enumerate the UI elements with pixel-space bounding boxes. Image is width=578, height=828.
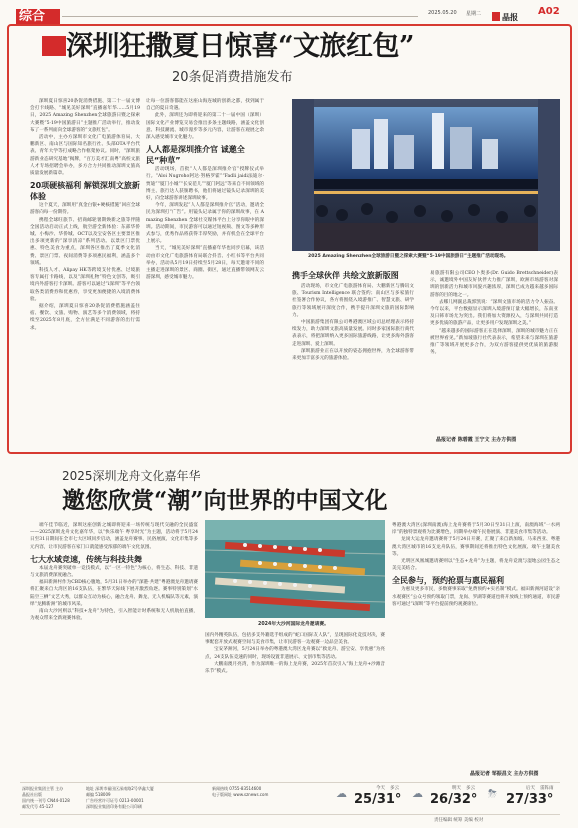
article1-p4: 携程全球旺旅节、招商邮轮暑期焕新之旅等伴随全国活动启动正式上线，航空游全新体验：东部华侨城、小梅沙、华侨城、OCT以及宝安各区主要景区推出多项更新的“深享清凉”系列活动。以景区门票优惠、特色美食为重点，深圳各区推出了夏季文化消费、景区门票、夜间消费等多项惠民福利，涵盖多个领域。 <box>30 217 140 266</box>
cloud-icon: ☁ <box>336 787 347 800</box>
weather-label: 多云 <box>466 786 475 791</box>
article1-title: 深圳狂撒夏日惊喜“文旅红包” <box>66 31 415 62</box>
newspaper-logo <box>492 7 528 22</box>
weather-temp: 25/31° <box>354 792 402 807</box>
footer-bottom-rule <box>20 814 560 815</box>
logo-icon <box>492 11 528 22</box>
storm-icon: ⛈ <box>488 787 497 800</box>
article2-subhead-1: 七大水域竞速，传统与科技共舞 <box>30 554 142 564</box>
article1-col3-p2: 中国旅游集团有限公司粤港澳区域公司总经理表示将持续发力，助力深圳文旅高质量发展。同时多家国际旅行商代表表示，将把深圳纳入更多国际旅游线路，让更多海外游客走进深圳、爱上深圳。 <box>292 320 414 347</box>
article1-lead: 深圳夏日惊喜20条促消费措施、第二十一届文博会打卡线路、“城见美好深圳”直播嘉年华……5月19日，2025 Amazing Shenzhen全球旅游日暨之探索大赛暨“5·19中国旅游日”主题推广活动举行，推动发布了一系列面向全球游客的“文旅红包”。 <box>30 99 140 133</box>
article2-col2 <box>205 632 385 675</box>
footer-line: 邮编 518009 <box>86 792 111 797</box>
article1-p3: 这个夏天，深圳用“真金白银+硬核措施”回应全球游客向每一份期待。 <box>30 203 140 216</box>
masthead-date: 2025.05.20 <box>428 10 457 16</box>
weather-day-after <box>486 785 560 811</box>
article1-byline: 晶报记者 陈碧霞 王宁文 主办方供图 <box>436 437 517 443</box>
article1-col3-p1: 活动现场，市文化广电旅游体育局、大鹏新区与腾讯文旅、Tourism Intelligence 联合签约；南山区与多家旅行社签署合作协议，各方将围绕入境游推广、智慧文旅、研学旅行等领域展开深度合作，携手提升深圳文旅的国际影响力。 <box>292 284 414 318</box>
article1-col2-p2: 此外，深圳还为即将迎来的第二十一届中国（深圳）国际文化产业博览交易会推出多条主题线路，涵盖文化创意、科技潮流、城市漫步等多元内容，让游客在观展之余深入感受城市文化魅力。 <box>146 113 264 141</box>
article1-col2-p3: 活动现场，首批“人人都是深圳推介官”授牌仪式举行。“Aloi Nugroho阿达·努格罗霍”“Fadli jaidi法迪尔·贾迪”“厦门小城”“长安范儿”“厦门阿远”等来自不同领域的博主、旅行达人获颁聘书，他们将通过镜头记录深圳的美好，向全球游客讲述深圳故事。 <box>146 167 264 202</box>
article1-col3 <box>292 270 414 362</box>
article2-col2-p3: 大鹏南澳月亮湾，作为深圳唯一的海上龙舟赛，2025年首次引入“海上龙舟+沙滩音乐节”模式。 <box>205 661 385 675</box>
dragon-boat-photo <box>205 520 385 618</box>
article2-subhead-2: 全民参与，预约抢票与惠民福利 <box>392 576 504 586</box>
article2-p2: 本届龙舟赛突破单一竞技模式，以“一区一特色”为核心，将生态、科技、非遗与文旅消费深度融合。 <box>30 565 198 579</box>
article1-col4 <box>430 270 558 356</box>
footer-credits: 责任编辑 统筹 美编 校对 <box>434 818 484 823</box>
masthead-weekday: 星期二 <box>466 11 482 17</box>
footer-line: 深圳报业集团主管 主办 <box>22 786 64 791</box>
article2-col2-p1: 国内外精英队伍，包括多支外籍选手组成的“蛇口国际友人队”，呈现国际化竞技对决，赛事配套开放式观赛空间与美食市集，让市民游客一边观赛一边品尝美食。 <box>205 633 385 646</box>
article2-col2-p2: 宝安茅洲河，5月24日举办的粤港澳大湾区龙舟赛以“救龙舟、游宝安、享优惠”为亮点，24支队伍竞速的同时，现场设置非遗展示、文创市集等活动。 <box>205 647 385 660</box>
article2-col3-p4: 为惠及更多市民，多数赛事采取“免费预约+实名制”模式。福田新洲河道设“亲水观赛区”公众号预约领取门票，龙岗、罗湖等赛道也将开放线上预约通道，市民游客可通过“i深圳”等平台提前预约观赛席位。 <box>392 587 560 607</box>
footer-rule <box>20 782 560 783</box>
article1-subhead-3: 携手全球伙伴 共绘文旅新版图 <box>292 271 399 280</box>
masthead-rule <box>62 16 418 17</box>
article1-subhead-1: 20项硬核福利 解锁深圳文旅新体验 <box>30 181 140 202</box>
article2-col3-p1: 粤港澳大湾区(深圳南澳)海上龙舟赛将于5月30日至31日上演，南澳海域“一水两岸”的独特景观将为比赛增色，同期举办端午民俗展演、非遗美食市集等活动。 <box>392 523 560 536</box>
article2-kicker: 2025深圳龙舟文化嘉年华 <box>62 469 201 483</box>
weather-day: 明天 <box>452 786 461 791</box>
footer-info-3 <box>212 786 322 798</box>
footer-line: 电子版网址 www.sznews.com <box>212 792 269 797</box>
footer-line: 新闻热线 0755-83514600 <box>212 786 262 791</box>
article1-col2-p5: 当天，“城见美好深圳”直播嘉年华也同步启幕，该活动由市文化广电旅游体育局联合抖音、小红书等平台共同举办，活动从5月19日持续至5月28日，每天邀请不同的主播走进深圳的景区、商圈、街区，通过直播带领网友云游深圳，感受城市魅力。 <box>146 246 264 281</box>
dragon-boat-caption: 2024年大沙河国际龙舟邀请赛。 <box>258 622 329 627</box>
dragon-boat-photo-icon <box>205 520 385 618</box>
weather-tomorrow <box>410 785 482 811</box>
article2-p3: 福田新洲村作为CBD核心腹地，5月31日举办的“深港·共建”粤港澳龙舟邀请赛将汇聚来自大湾区的16支队伍，在繁华天际线下展开激烈角逐。赛事特别策划“水陆空三栖”文艺大秀，以群众互动为核心，融合龙舟、舞龙、无人机编队等元素，演绎“龙腾新洲”的城市风采。 <box>30 580 198 607</box>
article1-col4-p2: 去哪儿网副总裁郭凯说：“深圳文旅市场的活力令人振奋。今年以来，平台数据显示深圳入境游预订量大幅增长，东南亚及日韩市场尤为突出。我们将加大资源投入，与深圳共同打造更多优质的旅游产品，让更多用户发现深圳之美。” <box>430 299 558 327</box>
article1-p6: 据介绍，深圳夏日惊喜20条促消费措施涵盖住宿、餐饮、文旅、购物、演艺等多个消费领域，将持续至2025年8月底，全方位满足不同游客的出行需求。 <box>30 304 140 331</box>
article1-p5: 科技人才、Alipay HK等跨境支付优惠、过境旅客专属打卡路线，以及“深圳礼物”特色文创等，吸引境内外游客打卡深圳。游客可以通过“i深圳”等平台领取各类消费券和优惠券，享受更加便捷的入境消费体验。 <box>30 268 140 302</box>
article2-col3-p3: 光明区凤凰城邀请赛则以“生态+龙舟”为主题，将龙舟竞渡与湿地公园生态之美完美结合。 <box>392 559 560 572</box>
event-photo-caption: 2025 Amazing Shenzhen全球旅游日暨之探索大赛暨“5·19中国旅游日”主题推广活动现场。 <box>308 254 509 259</box>
footer-line: 深圳报业集团印务有限公司印刷 <box>86 804 142 809</box>
weather-label: 雷阵雨 <box>540 786 554 791</box>
svg-text:晶报: 晶报 <box>502 12 518 22</box>
section-label: 综合 <box>19 9 46 24</box>
stage-photo-icon <box>292 99 560 251</box>
weather-day: 后天 <box>526 786 535 791</box>
article1-subhead-2: 人人都是深圳推介官 诚邀全民“种草” <box>146 145 245 166</box>
article2-p4: 南山大沙河则以“科技+龙舟”为特色，引入智能计时系统和无人机航拍直播，为观众带来全新观赛体验。 <box>30 609 198 622</box>
footer-line: 国内统一刊号 CN44-0128 <box>22 798 70 803</box>
article1-col2-p4: 今年，深圳发起“人人都是深圳推介官”活动，邀请全民为深圳打“广告”。用镜头记录属于你的深圳故事，在 Amazing Shenzhen 全球社交媒体平台上分享你眼中的深圳。活动期间，市民游客可以通过短视频、图文等多种形式参与，优秀作品将获得丰厚奖励，并有机会在全球平台上展示。 <box>146 203 264 245</box>
footer-line: 邮发代号 45-127 <box>22 804 54 809</box>
headline-tag <box>42 36 66 56</box>
footer-line: 晶报社出版 <box>22 792 42 797</box>
article1-col2-p1: 让每一位游客都能在这座山海连城的创新之都，找到属于自己的夏日奇遇。 <box>146 99 264 112</box>
article2-col3 <box>392 522 560 608</box>
article2-byline: 晶报记者 邹振昌文 主办方供图 <box>470 771 539 777</box>
footer-line: 地址 深圳市福田区深南路2号华鑫大厦 <box>86 786 154 791</box>
weather-temp: 26/32° <box>430 792 478 807</box>
article1-p2: 活动中，主办方深圳市文化广电旅游体育局、大鹏新区、南山区与国际知名旅行社、头部OTA平台代表、青年大学等打成略合作框架协议。同时，“深圳旅游新业态研究基地”揭牌，“百万美才汇南粤”高校文旅人才专场招聘会举办，多方合力共同推动深圳文旅高质量发展新篇章。 <box>30 135 140 177</box>
event-photo <box>292 99 560 251</box>
article1-col4-p3: “越来越多的国际游客正在选择深圳，深圳的城市魅力正在被世界看见。”新加坡旅行社代表表示，希望未来与深圳在旅游推广等领域开展更多合作，为双方游客提供更优质的旅游服务。 <box>430 328 558 356</box>
page-number: A02 <box>538 6 560 17</box>
weather-label: 多云 <box>390 786 399 791</box>
weather-temp: 27/33° <box>506 792 554 807</box>
weather-today <box>334 785 406 811</box>
footer-line: 广告经营许可证号 0213-00001 <box>86 798 144 803</box>
footer-info-1 <box>22 786 80 810</box>
article2-col3-p2: 龙岗大运龙舟邀请赛将于5月24日开赛，汇聚了来自新加坡、马来西亚、粤港澳大湾区城市的16支龙舟队伍，赛事期间还将推出特色文化展演、端午主题美食等。 <box>392 537 560 557</box>
article1-subtitle: 20条促消费措施发布 <box>172 70 293 85</box>
weather-day: 今天 <box>376 786 385 791</box>
article1-col3-p3: 深圳旅游业正在以开放的姿态拥抱世界，为全球游客带来更加丰富多元的旅游体验。 <box>292 348 414 362</box>
article2-p1: 端午佳节临近，深圳这座创新之城即将迎来一场传统与现代交融的全民盛宴——2025深圳龙舟文化嘉年华，以“快乐端午 粤享时光”为主题，活动将于5月24日至31日期间在全市七大区域同步启动，涵盖龙舟赛事、民俗展演、文化市集等多元内容，让市民游客在家门口就能感受浓郁的端午文化氛围。 <box>30 523 198 550</box>
article2-col1 <box>30 522 198 622</box>
article1-col4-p1: 易旅游有限公司CEO卜奥多(Dr. Guido Brettschneider)表示，诚邀境外中国友好伙伴大力推广深圳，欧洲市场游客对深圳的创新活力和城市风貌兴趣浓厚，深圳已成为越来越多国际游客的目的地之一。 <box>430 271 558 298</box>
footer-info-2 <box>86 786 206 810</box>
article1-col1 <box>30 98 140 332</box>
article1-col2 <box>146 98 264 281</box>
cloud-icon: ☁ <box>412 787 423 800</box>
article2-title: 邀您欣赏“潮”向世界的中国文化 <box>62 487 388 514</box>
